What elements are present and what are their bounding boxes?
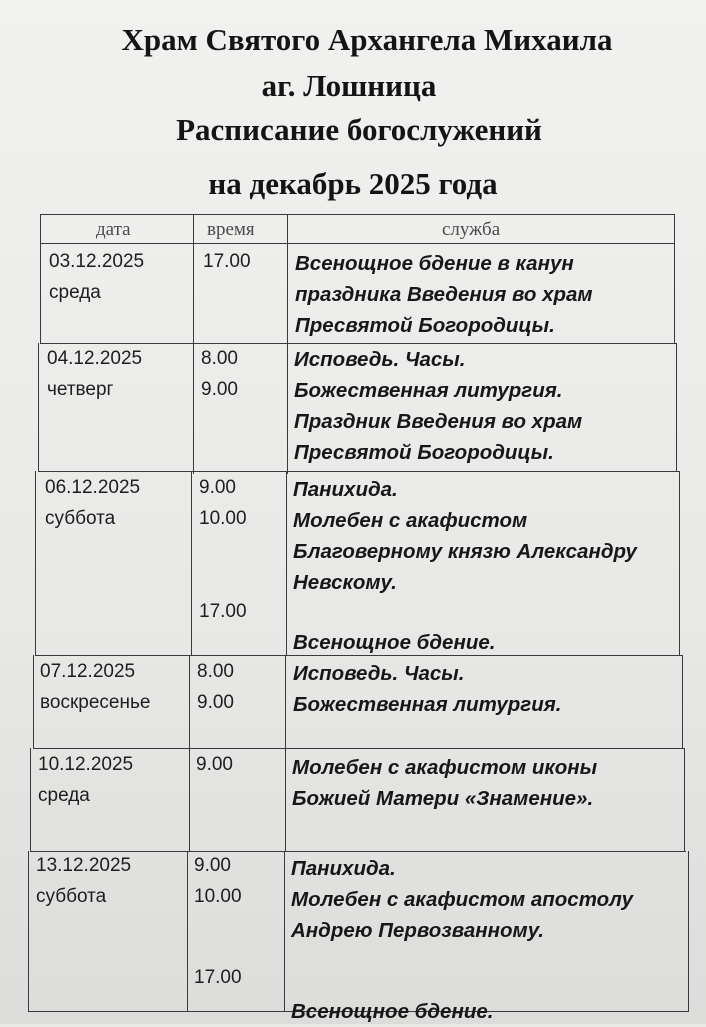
church-title: Храм Святого Архангела Михаила [121,22,613,57]
table-row-times [196,749,233,780]
table-border-left [33,655,34,749]
time-value: 17.00 [199,601,247,622]
column-header-date: дата [96,219,131,240]
table-border-right [679,471,680,656]
table-row-date [45,472,140,534]
service-line: Пресвятой Богородицы. [295,314,555,337]
table-border-right [676,343,677,472]
weekday-value: четверг [47,379,114,400]
service-line: Молебен с акафистом иконы [292,756,598,779]
time-value: 10.00 [199,508,247,529]
table-border-right [684,748,685,852]
table-row-date [40,656,150,718]
table-row-times [199,472,247,627]
service-line: Молебен с акафистом апостолу [291,888,634,911]
time-value: 9.00 [199,477,236,498]
time-value: 8.00 [201,348,238,369]
service-line: Всенощное бдение. [291,1000,494,1023]
time-value: 10.00 [194,886,242,907]
service-line: Праздник Введения во храм [294,410,583,433]
column-divider [193,214,194,474]
time-value: 9.00 [194,855,231,876]
weekday-value: воскресенье [40,692,151,713]
table-row-times [201,343,238,405]
time-value: 9.00 [197,692,234,713]
column-divider [284,851,285,1012]
table-row-date [38,749,133,811]
service-line: Андрею Первозванному. [291,919,545,942]
column-divider [287,214,288,474]
service-line: Пресвятой Богородицы. [294,441,554,464]
date-value: 10.12.2025 [38,754,134,775]
service-line: Панихида. [293,478,398,501]
weekday-value: суббота [36,886,107,907]
time-value: 17.00 [203,251,251,272]
schedule-title: Расписание богослужений [176,112,542,147]
table-row-times [203,246,251,277]
table-row-times [194,850,242,993]
service-line: Панихида. [291,857,396,880]
service-line: Невскому. [293,571,397,594]
time-value: 9.00 [196,754,233,775]
column-header-time: время [207,219,255,240]
column-divider [285,655,286,852]
header-divider [40,243,674,244]
date-value: 03.12.2025 [49,251,145,272]
service-line: Исповедь. Часы. [294,348,466,371]
service-line: Благоверному князю Александру [293,540,637,563]
service-line: Всенощное бдение. [293,631,496,654]
service-line: Всенощное бдение в канун [295,252,574,275]
service-line: Молебен с акафистом [293,509,528,532]
schedule-period: на декабрь 2025 года [208,166,498,201]
table-border-left [40,214,41,344]
date-value: 04.12.2025 [47,348,143,369]
column-divider [189,655,190,852]
table-border-right [674,214,675,344]
date-value: 13.12.2025 [36,855,132,876]
table-border-left [28,851,29,1012]
time-value: 17.00 [194,967,242,988]
table-row-services [295,248,593,341]
table-row-services [293,658,562,720]
table-border-top [40,214,674,215]
column-divider [191,471,192,656]
date-value: 06.12.2025 [45,477,141,498]
table-row-services [291,853,633,1027]
column-header-service: служба [442,219,501,240]
table-border-left [30,748,31,852]
table-row-times [197,656,234,718]
service-line: праздника Введения во храм [295,283,593,306]
table-row-date [49,246,144,308]
time-value: 8.00 [197,661,234,682]
date-value: 07.12.2025 [40,661,136,682]
time-value: 9.00 [201,379,238,400]
service-line: Божественная литургия. [294,379,563,402]
service-line: Божией Матери «Знамение». [292,787,594,810]
column-divider [187,851,188,1012]
table-border-left [38,343,39,472]
table-row-services [294,344,582,468]
table-border-right [682,655,683,749]
column-divider [286,471,287,656]
table-border-right [688,851,689,1012]
weekday-value: среда [49,282,101,303]
village-name: аг. Лошница [261,68,437,103]
weekday-value: суббота [45,508,116,529]
service-line: Божественная литургия. [293,693,562,716]
table-border-left [35,471,36,656]
table-row-date [47,343,142,405]
table-row-date [36,850,131,912]
table-row-services [292,752,597,814]
table-row-services [293,474,637,658]
weekday-value: среда [38,785,90,806]
service-line: Исповедь. Часы. [293,662,465,685]
